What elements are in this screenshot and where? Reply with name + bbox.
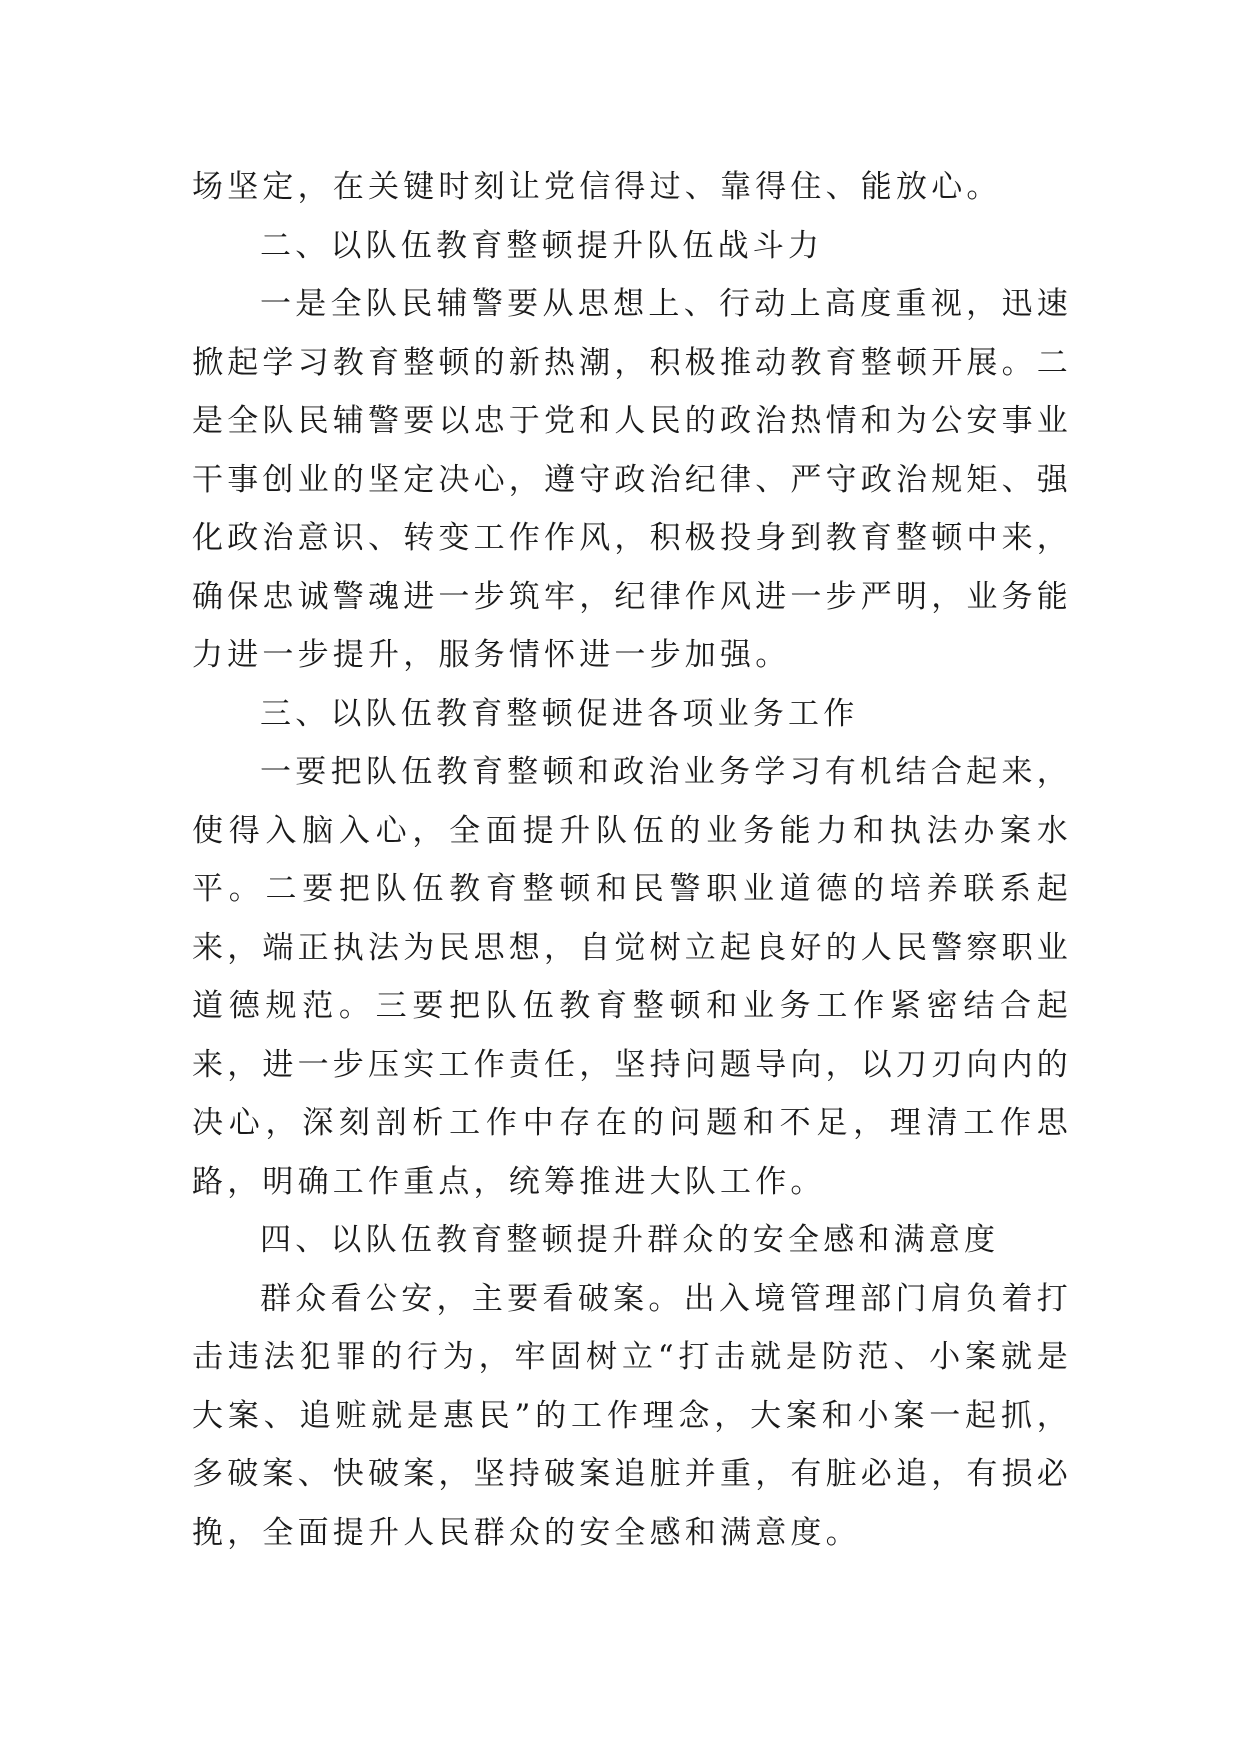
paragraph-section-3: 一要把队伍教育整顿和政治业务学习有机结合起来，使得入脑入心，全面提升队伍的业务能力和执法办案水平。二要把队伍教育整顿和民警职业道德的培养联系起来，端正执法为民思想，自觉树立起良好的人民警察职业道德规范。三要把队伍教育整顿和业务工作紧密结合起来，进一步压实工作责任，坚持问题导向，以刀刃向内的决心，深刻剖析工作中存在的问题和不足，理清工作思路，明确工作重点，统筹推进大队工作。	[192, 754, 1072, 1200]
paragraph-section-4: 群众看公安，主要看破案。出入境管理部门肩负着打击违法犯罪的行为，牢固树立“打击就是防范、小案就是大案、追赃就是惠民”的工作理念，大案和小案一起抓，多破案、快破案，坚持破案追脏并重，有脏必追，有损必挽，全面提升人民群众的安全感和满意度。	[192, 1280, 1072, 1551]
section-heading-4: 四、以队伍教育整顿提升群众的安全感和满意度	[260, 1222, 1000, 1258]
document-body	[192, 158, 1072, 1562]
paragraph-continuation: 场坚定，在关键时刻让党信得过、靠得住、能放心。	[192, 169, 1002, 205]
paragraph-section-2: 一是全队民辅警要从思想上、行动上高度重视，迅速掀起学习教育整顿的新热潮，积极推动教育整顿开展。二是全队民辅警要以忠于党和人民的政治热情和为公安事业干事创业的坚定决心，遵守政治纪律、严守政治规矩、强化政治意识、转变工作作风，积极投身到教育整顿中来，确保忠诚警魂进一步筑牢，纪律作风进一步严明，业务能力进一步提升，服务情怀进一步加强。	[192, 286, 1072, 673]
section-heading-2: 二、以队伍教育整顿提升队伍战斗力	[260, 227, 824, 264]
section-heading-3: 三、以队伍教育整顿促进各项业务工作	[260, 695, 859, 732]
